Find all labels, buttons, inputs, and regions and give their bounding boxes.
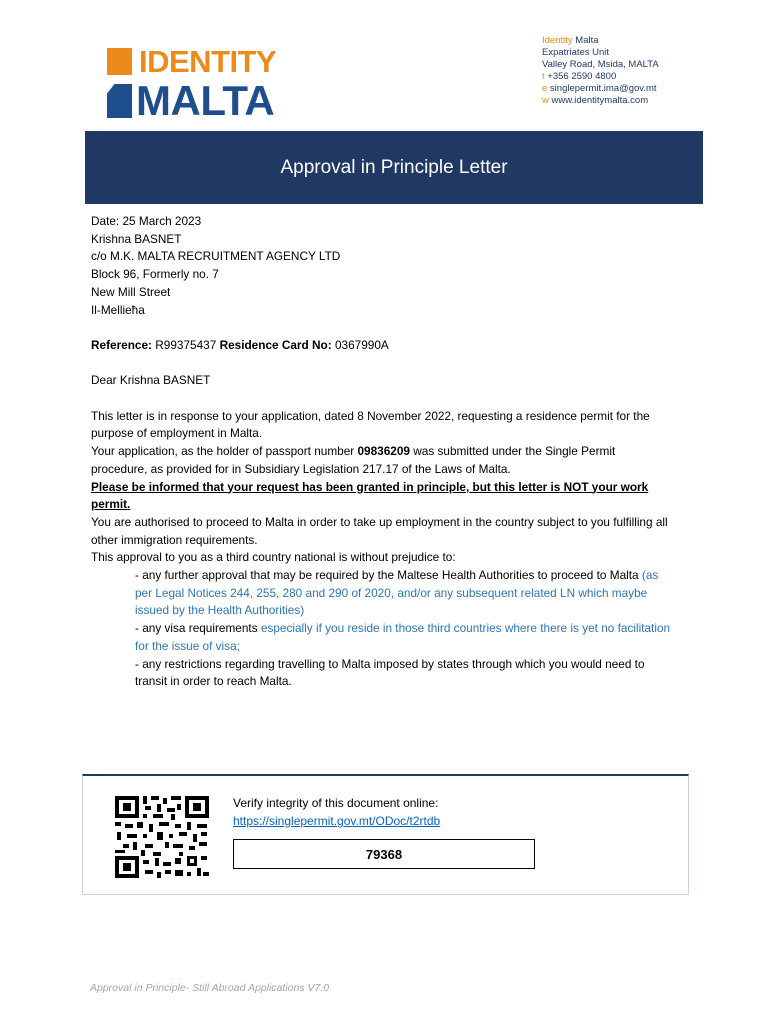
logo-word-identity: IDENTITY [139, 43, 277, 79]
logo-word-malta: MALTA [136, 77, 275, 124]
passport-number: 09836209 [357, 444, 410, 459]
identity-malta-logo [107, 45, 307, 123]
contact-address: Valley Road, Msida, MALTA [542, 59, 659, 70]
qr-code-icon[interactable] [113, 794, 211, 880]
condition-transit: - any restrictions regarding travelling to Malta imposed by states through which you would need to transit in order to reach Malta. [135, 656, 645, 689]
contact-org: Identity Malta [542, 35, 599, 46]
addressee-line: Block 96, Formerly no. 7 [91, 267, 219, 282]
logo-blue-flag-icon [107, 84, 132, 118]
verify-label: Verify integrity of this document online: [233, 796, 439, 810]
paragraph-prejudice: This approval to you as a third country national is without prejudice to: [91, 550, 456, 565]
contact-email[interactable]: e singlepermit.ima@gov.mt [542, 83, 657, 94]
logo-bottom-row [107, 77, 275, 124]
addressee-line: Krishna BASNET [91, 231, 182, 246]
contact-website[interactable]: w www.identitymalta.com [542, 95, 649, 106]
condition-visa: - any visa requirements especially if you reside in those third countries where there is yet no facilitation for the issue of visa; [135, 621, 671, 653]
verification-panel [82, 774, 689, 895]
contact-unit: Expatriates Unit [542, 47, 610, 58]
verify-link[interactable]: https://singlepermit.gov.mt/ODoc/t2rtdb [233, 814, 441, 828]
title-banner [85, 131, 703, 204]
condition-health: - any further approval that may be required by the Maltese Health Authorities to proceed to Malta (as per Legal Notices 244, 255, 280 and 290 of 2020, and/or any subsequent related LN which maybe issued by the Health Authorities) [135, 568, 659, 618]
document-footer: Approval in Principle- Still Abroad Applications V7.0 [90, 982, 330, 994]
paragraph-authorisation: You are authorised to proceed to Malta in order to take up employment in the country subject to you fulfilling all other immigration requirements. [91, 514, 668, 547]
logo-top-row [107, 45, 276, 77]
logo-orange-square-icon [107, 48, 132, 75]
verification-code-box [233, 839, 535, 869]
addressee-line: New Mill Street [91, 284, 171, 299]
letter-body [91, 213, 671, 691]
salutation: Dear Krishna BASNET [91, 373, 211, 388]
paragraph-passport: Your application, as the holder of passport number 09836209 was submitted under the Single Permit procedure, as provided for in Subsidiary Legislation 217.17 of the Laws of Malta. [91, 444, 616, 476]
addressee-line: c/o M.K. MALTA RECRUITMENT AGENCY LTD [91, 249, 341, 264]
addressee-line: Il-Mellieħa [91, 302, 145, 317]
verification-code: 79368 [365, 846, 403, 862]
paragraph-application: This letter is in response to your application, dated 8 November 2022, requesting a residence permit for the purpose of employment in Malta. [91, 408, 650, 441]
contact-block [542, 35, 659, 107]
page-title: Approval in Principle Letter [280, 156, 508, 178]
reference-line: Reference: R99375437 Residence Card No: 0367990A [91, 337, 389, 352]
contact-telephone: t +356 2590 4800 [542, 71, 617, 82]
paragraph-notice: Please be informed that your request has been granted in principle, but this letter is NOT your work permit. [91, 479, 649, 512]
letter-date: Date: 25 March 2023 [91, 214, 202, 228]
